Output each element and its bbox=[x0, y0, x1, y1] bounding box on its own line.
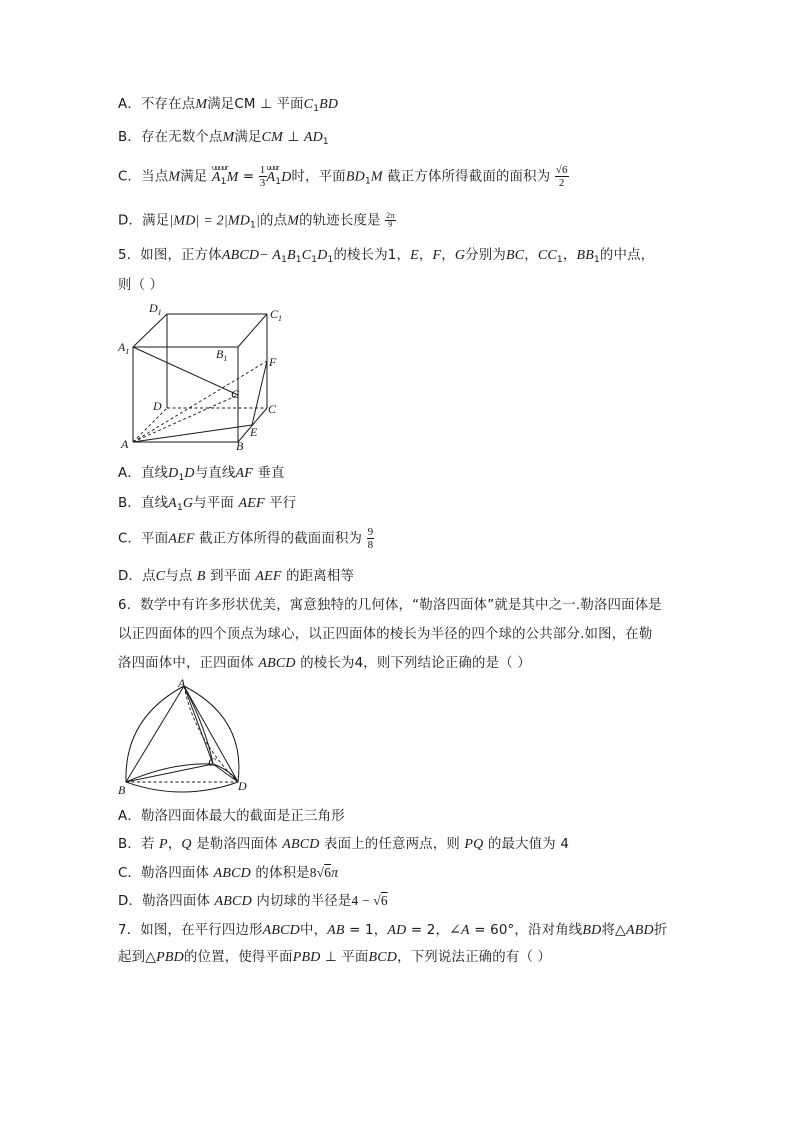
text: 满足CM ⊥ 平面 bbox=[207, 97, 304, 112]
sub: 1 bbox=[313, 104, 320, 114]
num: √6 bbox=[555, 164, 568, 176]
var: E bbox=[410, 248, 419, 263]
text: 的点 bbox=[260, 213, 288, 229]
sub: 1 bbox=[327, 255, 334, 265]
q4-option-d bbox=[118, 212, 396, 235]
var: BD bbox=[319, 97, 339, 112]
var: B bbox=[196, 569, 206, 584]
fraction bbox=[259, 164, 267, 189]
var: M bbox=[168, 169, 181, 185]
label-e: E bbox=[250, 425, 258, 439]
var: G bbox=[454, 248, 466, 263]
sub: 1 bbox=[322, 137, 329, 147]
label-b: B bbox=[236, 439, 244, 452]
q5-option-a bbox=[118, 465, 285, 487]
var: ABCD bbox=[258, 656, 296, 671]
sub: 1 bbox=[275, 176, 282, 187]
q6-option-d bbox=[118, 892, 388, 911]
text: 6．数学中有许多形状优美，寓意独特的几何体，“勒洛四面体”就是其中之一.勒洛四面体是 bbox=[118, 598, 662, 613]
sub: 1 bbox=[176, 503, 183, 513]
label-d: D bbox=[238, 779, 247, 793]
cube-figure bbox=[115, 300, 285, 452]
label-d1: $D_1$ bbox=[149, 301, 162, 317]
edge-ac bbox=[184, 686, 213, 764]
text: = 60°，沿对角线 bbox=[474, 923, 583, 938]
var: M bbox=[195, 97, 208, 112]
sub: 1 bbox=[281, 255, 287, 265]
text: 的棱长为4，则下列结论正确的是（ ） bbox=[300, 656, 531, 671]
var: C bbox=[301, 248, 312, 263]
var: PBD bbox=[292, 950, 321, 965]
var: ABCD bbox=[213, 866, 251, 881]
value: 8√6π bbox=[309, 865, 339, 881]
fraction-answer bbox=[555, 164, 569, 189]
label-a1: $A_1$ bbox=[118, 340, 130, 356]
var: ABCD− A bbox=[221, 248, 282, 263]
label-d: D bbox=[153, 399, 162, 413]
text: 将 bbox=[601, 923, 616, 938]
q7-stem-line1 bbox=[118, 922, 667, 940]
text: 以正四面体的四个顶点为球心，以正四面体的棱长为半径的四个球的公共部分.如图，在勒 bbox=[118, 627, 653, 642]
var: C bbox=[155, 569, 166, 584]
fraction-answer bbox=[385, 212, 395, 229]
coef: 8 bbox=[309, 865, 317, 880]
text: = bbox=[242, 169, 255, 185]
q5-option-c bbox=[118, 526, 374, 558]
q5-option-d bbox=[118, 568, 354, 586]
num: 2π bbox=[386, 211, 395, 220]
sub: 1 bbox=[556, 255, 563, 265]
var: Q bbox=[181, 837, 192, 852]
text: 5．如图，正方体 bbox=[118, 248, 222, 263]
text: 的距离相等 bbox=[286, 569, 355, 584]
var: AEF bbox=[238, 496, 265, 511]
var: B bbox=[287, 248, 296, 263]
text: B．若 bbox=[118, 837, 155, 852]
text: 的轨迹长度是 bbox=[299, 213, 381, 229]
radicand: 6 bbox=[380, 893, 388, 908]
text: A．勒洛四面体最大的截面是正三角形 bbox=[118, 809, 345, 824]
text: 是勒洛四面体 bbox=[196, 837, 278, 852]
edge-a1d1 bbox=[133, 314, 167, 347]
text: D．点 bbox=[118, 569, 156, 584]
var: △ABD bbox=[615, 923, 654, 938]
text: ⊥ 平面 bbox=[325, 950, 369, 965]
coef: 4 − bbox=[351, 893, 370, 908]
text: 与平面 bbox=[193, 496, 234, 511]
q6-stem-line2 bbox=[118, 626, 653, 644]
q6-stem-line1 bbox=[118, 597, 662, 615]
edge-bc bbox=[126, 764, 213, 782]
den: 8 bbox=[367, 539, 374, 551]
var: BCD bbox=[368, 950, 398, 965]
var: ABCD bbox=[282, 837, 320, 852]
var: BD bbox=[582, 923, 602, 938]
text: A．不存在点 bbox=[118, 97, 196, 112]
text: 时，平面 bbox=[291, 169, 346, 185]
text: ， bbox=[167, 837, 182, 852]
var: G bbox=[182, 496, 194, 511]
text: 的中点， bbox=[599, 248, 655, 263]
text: 满足 bbox=[180, 169, 208, 185]
text: A．直线 bbox=[118, 466, 169, 481]
reuleaux-tetrahedron-figure bbox=[116, 678, 256, 796]
var: | bbox=[255, 213, 261, 229]
var: ∠A bbox=[449, 923, 470, 938]
text: C．勒洛四面体 bbox=[118, 866, 210, 881]
num: 9 bbox=[367, 526, 374, 538]
var: P bbox=[159, 837, 168, 852]
var: M bbox=[222, 130, 235, 145]
text: 表面上的任意两点，则 bbox=[324, 837, 460, 852]
text: 与直线 bbox=[194, 466, 236, 481]
text: 7．如图，在平行四边形 bbox=[118, 923, 263, 938]
var: D bbox=[317, 248, 328, 263]
text: = 1， bbox=[349, 923, 388, 938]
value: 4 − √6 bbox=[351, 893, 388, 908]
den: 9 bbox=[388, 220, 393, 229]
text: 与点 bbox=[165, 569, 193, 584]
q4-option-c bbox=[118, 164, 569, 194]
vector-a1d bbox=[266, 163, 292, 191]
text: ⊥ bbox=[287, 130, 300, 145]
text: 中， bbox=[299, 923, 328, 938]
vector-a1m bbox=[211, 163, 239, 191]
text: 的体积是 bbox=[255, 866, 310, 881]
q4-option-a bbox=[118, 96, 338, 118]
var: A bbox=[211, 169, 221, 185]
label-c: C bbox=[208, 755, 217, 769]
text: 垂直 bbox=[257, 466, 285, 481]
num: 1 bbox=[259, 164, 266, 176]
fraction-answer bbox=[367, 526, 375, 551]
text: 则（ ） bbox=[118, 278, 164, 293]
var: BC bbox=[505, 248, 525, 263]
sub: 1 bbox=[364, 176, 371, 187]
q7-stem-line2 bbox=[118, 949, 551, 967]
text: 截正方体所得的截面面积为 bbox=[199, 531, 363, 547]
text: 平行 bbox=[269, 496, 297, 511]
segment-ae bbox=[133, 425, 252, 442]
text: D．勒洛四面体 bbox=[118, 894, 211, 909]
sub: 1 bbox=[178, 473, 185, 483]
q6-stem-line3 bbox=[118, 655, 531, 673]
text: 满足 bbox=[234, 130, 262, 145]
radicand: 6 bbox=[324, 865, 332, 880]
var: BB bbox=[576, 248, 594, 263]
var: A bbox=[266, 169, 276, 185]
var: △PBD bbox=[145, 950, 184, 965]
text: ，下列说法正确的有（ ） bbox=[397, 950, 552, 965]
var: D bbox=[184, 466, 195, 481]
text: C．平面 bbox=[118, 531, 169, 547]
den: 3 bbox=[259, 177, 266, 189]
label-g: G bbox=[231, 387, 240, 401]
q5-stem-line1: 5．如图，正方体ABCD− $A_1B_1C_1D_1$的棱长为1，E，F，G分别为BC，$CC_1$，$BB_1$的中点， bbox=[118, 248, 655, 265]
text: 的位置，使得平面 bbox=[183, 950, 293, 965]
label-b1: $B_1$ bbox=[216, 347, 228, 363]
pi: π bbox=[331, 866, 339, 881]
edge-b1c1 bbox=[238, 314, 267, 347]
sub: 1 bbox=[250, 220, 256, 231]
var: D bbox=[281, 169, 292, 185]
var: F bbox=[432, 248, 442, 263]
arc-bd bbox=[126, 782, 238, 792]
var: AD bbox=[387, 923, 407, 938]
var: M bbox=[370, 169, 383, 185]
sub: 1 bbox=[220, 176, 227, 187]
q6-option-b bbox=[118, 836, 569, 854]
text: 到平面 bbox=[210, 569, 251, 584]
edge-cd bbox=[213, 764, 238, 782]
label-f: F bbox=[269, 355, 277, 369]
var: |MD| = 2|MD bbox=[169, 213, 251, 229]
text: 起到 bbox=[118, 950, 146, 965]
q5-option-b bbox=[118, 495, 296, 517]
text: 分别为 bbox=[465, 248, 506, 263]
text: C．当点 bbox=[118, 169, 169, 185]
sub: 1 bbox=[295, 255, 302, 265]
var: M bbox=[287, 213, 300, 229]
var: AD bbox=[303, 130, 323, 145]
label-a: A bbox=[178, 678, 186, 690]
var: AEF bbox=[255, 569, 282, 584]
text: 的棱长为1， bbox=[333, 248, 411, 263]
var: M bbox=[226, 169, 239, 185]
text: B．存在无数个点 bbox=[118, 130, 223, 145]
var: ABCD bbox=[214, 894, 252, 909]
q6-option-c bbox=[118, 864, 338, 883]
label-c1: $C_1$ bbox=[270, 307, 283, 323]
q5-stem-line2 bbox=[118, 277, 163, 295]
var: A bbox=[168, 496, 177, 511]
q4-option-b bbox=[118, 129, 329, 151]
q6-option-a bbox=[118, 808, 345, 826]
var: AB bbox=[327, 923, 345, 938]
vector-marks: uuuur bbox=[211, 163, 228, 172]
text: 折 bbox=[653, 923, 668, 938]
text: 的最大值为 4 bbox=[487, 837, 570, 852]
var: CM bbox=[261, 130, 283, 145]
var: BD bbox=[345, 169, 365, 185]
vector-marks: uuur bbox=[266, 163, 279, 172]
var: AEF bbox=[168, 531, 195, 547]
text: 内切球的半径是 bbox=[256, 894, 352, 909]
text: 截正方体所得截面的面积为 bbox=[387, 169, 551, 185]
var: PQ bbox=[464, 837, 484, 852]
text: D．满足 bbox=[118, 213, 170, 229]
label-b: B bbox=[118, 783, 126, 796]
text: B．直线 bbox=[118, 496, 169, 511]
var: ABCD bbox=[262, 923, 300, 938]
text: = 2， bbox=[410, 923, 450, 938]
var: CC bbox=[537, 248, 557, 263]
var: C bbox=[303, 97, 314, 112]
segment-ef bbox=[252, 361, 267, 425]
den: 2 bbox=[558, 177, 565, 189]
var: AF bbox=[235, 466, 253, 481]
label-a: A bbox=[121, 437, 129, 451]
sub: 1 bbox=[593, 255, 600, 265]
sub: 1 bbox=[311, 255, 318, 265]
label-c: C bbox=[268, 402, 277, 416]
text: 洛四面体中，正四面体 bbox=[118, 656, 254, 671]
var: D bbox=[168, 466, 179, 481]
